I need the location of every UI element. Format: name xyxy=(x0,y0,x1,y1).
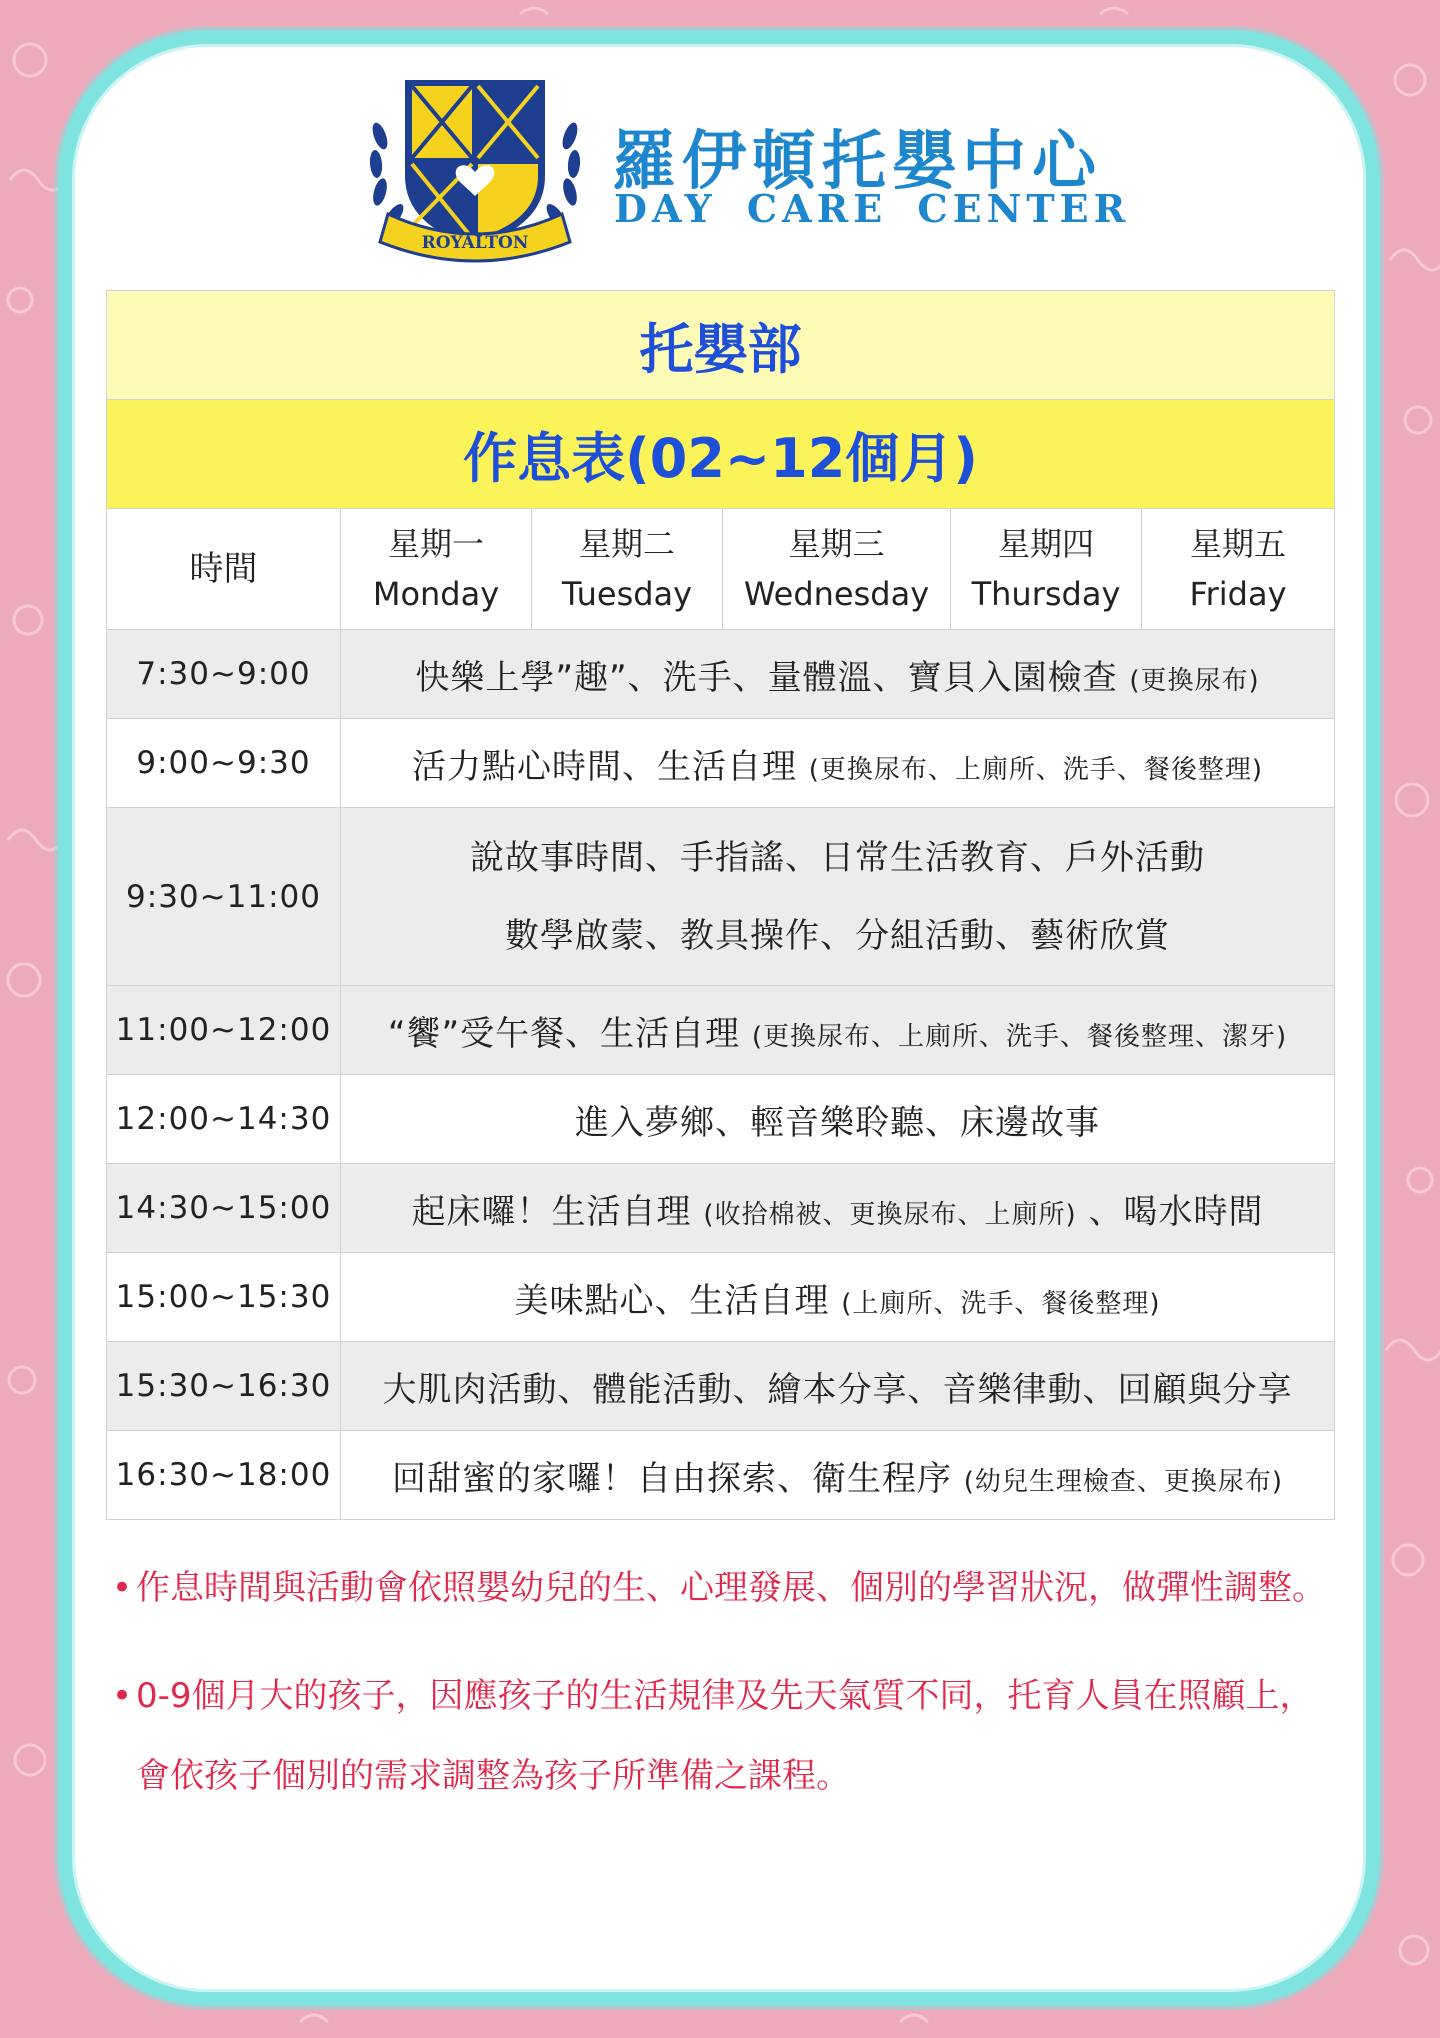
activity-cell: 大肌肉活動、體能活動、繪本分享、音樂律動、回顧與分享 xyxy=(341,1342,1335,1431)
table-row xyxy=(107,1075,1335,1164)
time-cell: 15:00~15:30 xyxy=(107,1253,341,1342)
header-logo xyxy=(360,76,1131,266)
activity-cell: 快樂上學”趣”、洗手、量體溫、寶貝入園檢查 (更換尿布) xyxy=(341,630,1335,719)
brand-name-chinese: 羅伊頓托嬰中心 xyxy=(612,124,1102,199)
crest-ribbon-text: ROYALTON xyxy=(421,233,529,253)
activity-cell: 回甜蜜的家囉！自由探索、衛生程序 (幼兒生理檢查、更換尿布) xyxy=(341,1431,1335,1520)
table-row xyxy=(107,808,1335,986)
time-cell: 9:00~9:30 xyxy=(107,719,341,808)
time-cell: 15:30~16:30 xyxy=(107,1342,341,1431)
royalton-crest-icon xyxy=(360,76,590,266)
table-row xyxy=(107,986,1335,1075)
time-cell: 9:30~11:00 xyxy=(107,808,341,986)
department-title: 托嬰部 xyxy=(107,291,1335,400)
activity-cell: “饗”受午餐、生活自理 (更換尿布、上廁所、洗手、餐後整理、潔牙) xyxy=(341,986,1335,1075)
activity-cell: 美味點心、生活自理 (上廁所、洗手、餐後整理) xyxy=(341,1253,1335,1342)
table-row xyxy=(107,1253,1335,1342)
note-text: 作息時間與活動會依照嬰幼兒的生、心理發展、個別的學習狀況，做彈性調整。 xyxy=(136,1568,1326,1608)
time-column-header: 時間 xyxy=(107,509,341,630)
activity-cell: 說故事時間、手指謠、日常生活教育、戶外活動 數學啟蒙、教具操作、分組活動、藝術欣賞 xyxy=(341,808,1335,986)
note-item xyxy=(112,1548,1332,1628)
activity-cell: 活力點心時間、生活自理 (更換尿布、上廁所、洗手、餐後整理) xyxy=(341,719,1335,808)
notes-section xyxy=(112,1548,1332,1844)
activity-cell: 進入夢鄉、輕音樂聆聽、床邊故事 xyxy=(341,1075,1335,1164)
time-cell: 7:30~9:00 xyxy=(107,630,341,719)
day-header-thursday: 星期四 Thursday xyxy=(951,509,1142,630)
brand-name-english: DAY CARE CENTER xyxy=(614,186,1131,231)
day-header-tuesday: 星期二 Tuesday xyxy=(532,509,723,630)
day-header-friday: 星期五 Friday xyxy=(1142,509,1335,630)
table-row xyxy=(107,1431,1335,1520)
time-cell: 16:30~18:00 xyxy=(107,1431,341,1520)
note-text: 0-9個月大的孩子，因應孩子的生活規律及先天氣質不同，托育人員在照顧上，會依孩子個別的需求調整為孩子所準備之課程。 xyxy=(136,1676,1314,1796)
time-cell: 11:00~12:00 xyxy=(107,986,341,1075)
bullet-dot-icon: • xyxy=(112,1568,133,1608)
time-cell: 12:00~14:30 xyxy=(107,1075,341,1164)
table-row xyxy=(107,1164,1335,1253)
time-cell: 14:30~15:00 xyxy=(107,1164,341,1253)
table-row xyxy=(107,719,1335,808)
day-header-wednesday: 星期三 Wednesday xyxy=(723,509,951,630)
note-item xyxy=(112,1656,1332,1816)
activity-cell: 起床囉！生活自理 (收拾棉被、更換尿布、上廁所) 、喝水時間 xyxy=(341,1164,1335,1253)
bullet-dot-icon: • xyxy=(112,1676,133,1716)
day-header-row xyxy=(107,509,1335,630)
schedule-table xyxy=(106,290,1335,1520)
table-row xyxy=(107,1342,1335,1431)
day-header-monday: 星期一 Monday xyxy=(341,509,532,630)
schedule-title: 作息表(02~12個月) xyxy=(107,400,1335,509)
table-row xyxy=(107,630,1335,719)
